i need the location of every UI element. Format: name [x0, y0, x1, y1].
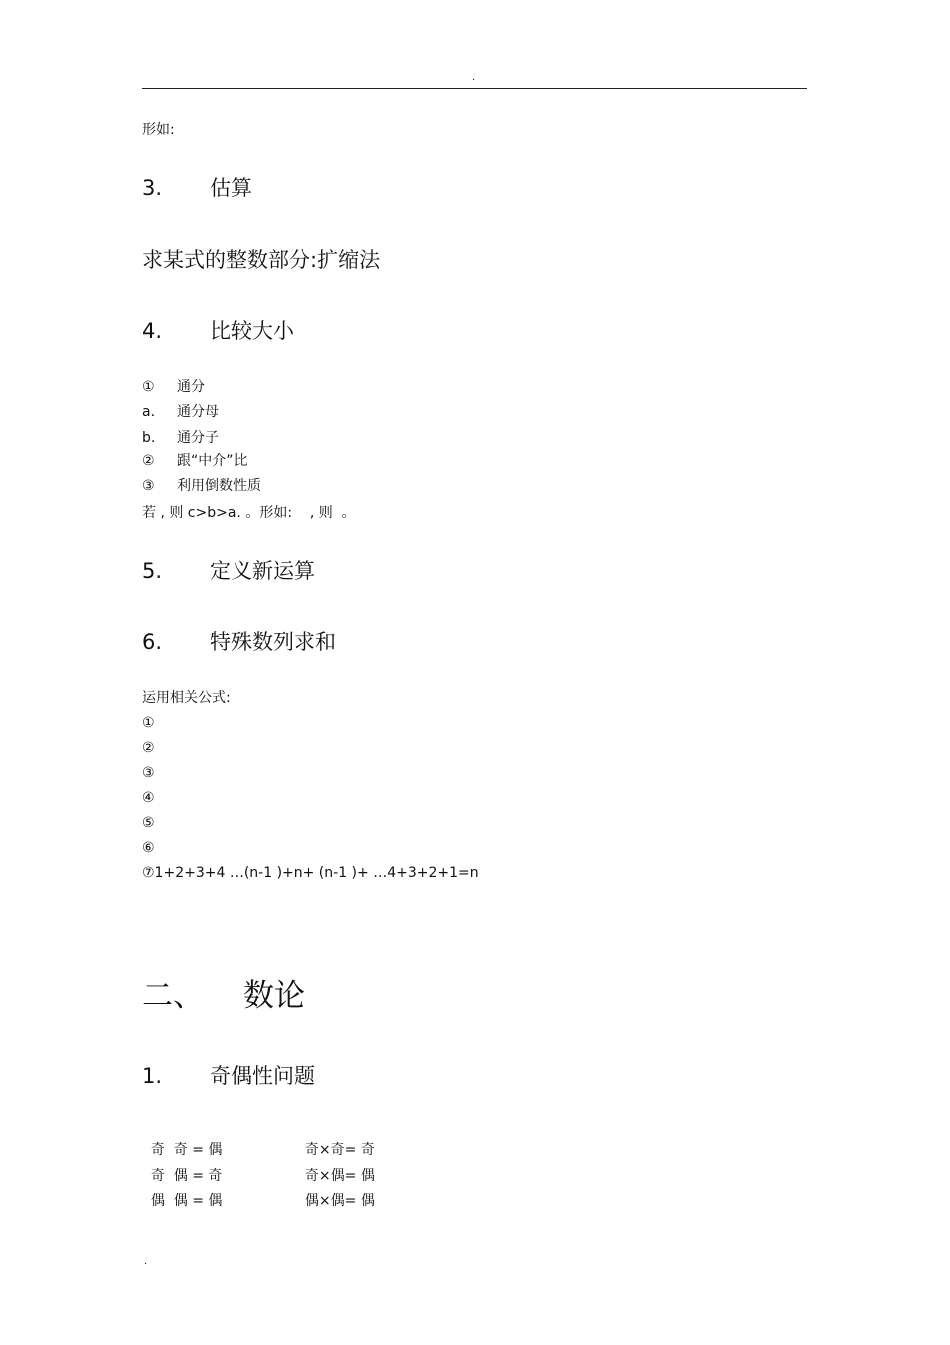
- list-item: [142, 429, 219, 447]
- part-2-title: 数论: [243, 978, 305, 1014]
- list-marker: a.: [142, 404, 156, 420]
- list-text: 通分母: [177, 404, 219, 420]
- list-text: 通分: [177, 379, 205, 395]
- intro-line: 形如:: [142, 122, 175, 138]
- formula-marker: ③: [142, 765, 155, 781]
- list-text: 通分子: [177, 430, 219, 446]
- part-2-section-1-heading: [142, 1063, 315, 1089]
- section-3-body: 求某式的整数部分:扩缩法: [142, 248, 381, 272]
- formula-marker: ①: [142, 715, 155, 731]
- header-mark: .: [472, 72, 476, 83]
- section-3-number: 3.: [142, 176, 163, 200]
- section-4-number: 4.: [142, 319, 163, 343]
- list-marker: ③: [142, 478, 155, 494]
- parity-sum: 奇 偶 = 奇: [150, 1168, 223, 1184]
- parity-sum: 偶 偶 = 偶: [150, 1193, 223, 1209]
- list-item: [142, 477, 261, 495]
- section-4-heading: [142, 318, 294, 344]
- parity-product: 偶×偶= 偶: [304, 1193, 375, 1209]
- formula-marker: ④: [142, 790, 155, 806]
- section-5-title: 定义新运算: [210, 559, 315, 583]
- section-6-intro: 运用相关公式:: [142, 690, 231, 706]
- section-3-title: 估算: [210, 176, 252, 200]
- list-item: [142, 378, 205, 396]
- parity-product: 奇×奇= 奇: [304, 1142, 375, 1158]
- header-rule: [142, 88, 807, 89]
- part-2-section-1-title: 奇偶性问题: [210, 1064, 315, 1088]
- section-4-title: 比较大小: [210, 319, 294, 343]
- list-marker: ②: [142, 453, 155, 469]
- formula-marker: ②: [142, 740, 155, 756]
- section-6-title: 特殊数列求和: [210, 630, 336, 654]
- footer-mark: .: [144, 1256, 148, 1267]
- section-4-note: 若 , 则 c>b>a. 。形如: , 则 。: [142, 505, 356, 521]
- part-2-number: 二、: [142, 978, 204, 1014]
- section-6-heading: [142, 629, 336, 655]
- list-item: [142, 452, 248, 470]
- list-text: 跟“中介”比: [177, 453, 248, 469]
- part-2-heading: [142, 977, 305, 1015]
- section-5-number: 5.: [142, 559, 163, 583]
- part-2-section-1-number: 1.: [142, 1064, 163, 1088]
- section-5-heading: [142, 558, 315, 584]
- section-6-number: 6.: [142, 630, 163, 654]
- list-text: 利用倒数性质: [177, 478, 261, 494]
- formula-sum: ⑦1+2+3+4 …(n-1 )+n+ (n-1 )+ …4+3+2+1=n: [142, 865, 479, 881]
- list-marker: b.: [142, 430, 156, 446]
- list-marker: ①: [142, 379, 155, 395]
- formula-marker: ⑤: [142, 815, 155, 831]
- section-3-heading: [142, 175, 252, 201]
- formula-marker: ⑥: [142, 840, 155, 856]
- parity-sum: 奇 奇 = 偶: [150, 1142, 223, 1158]
- parity-product: 奇×偶= 偶: [304, 1168, 375, 1184]
- parity-row: [142, 1174, 375, 1210]
- list-item: [142, 403, 219, 421]
